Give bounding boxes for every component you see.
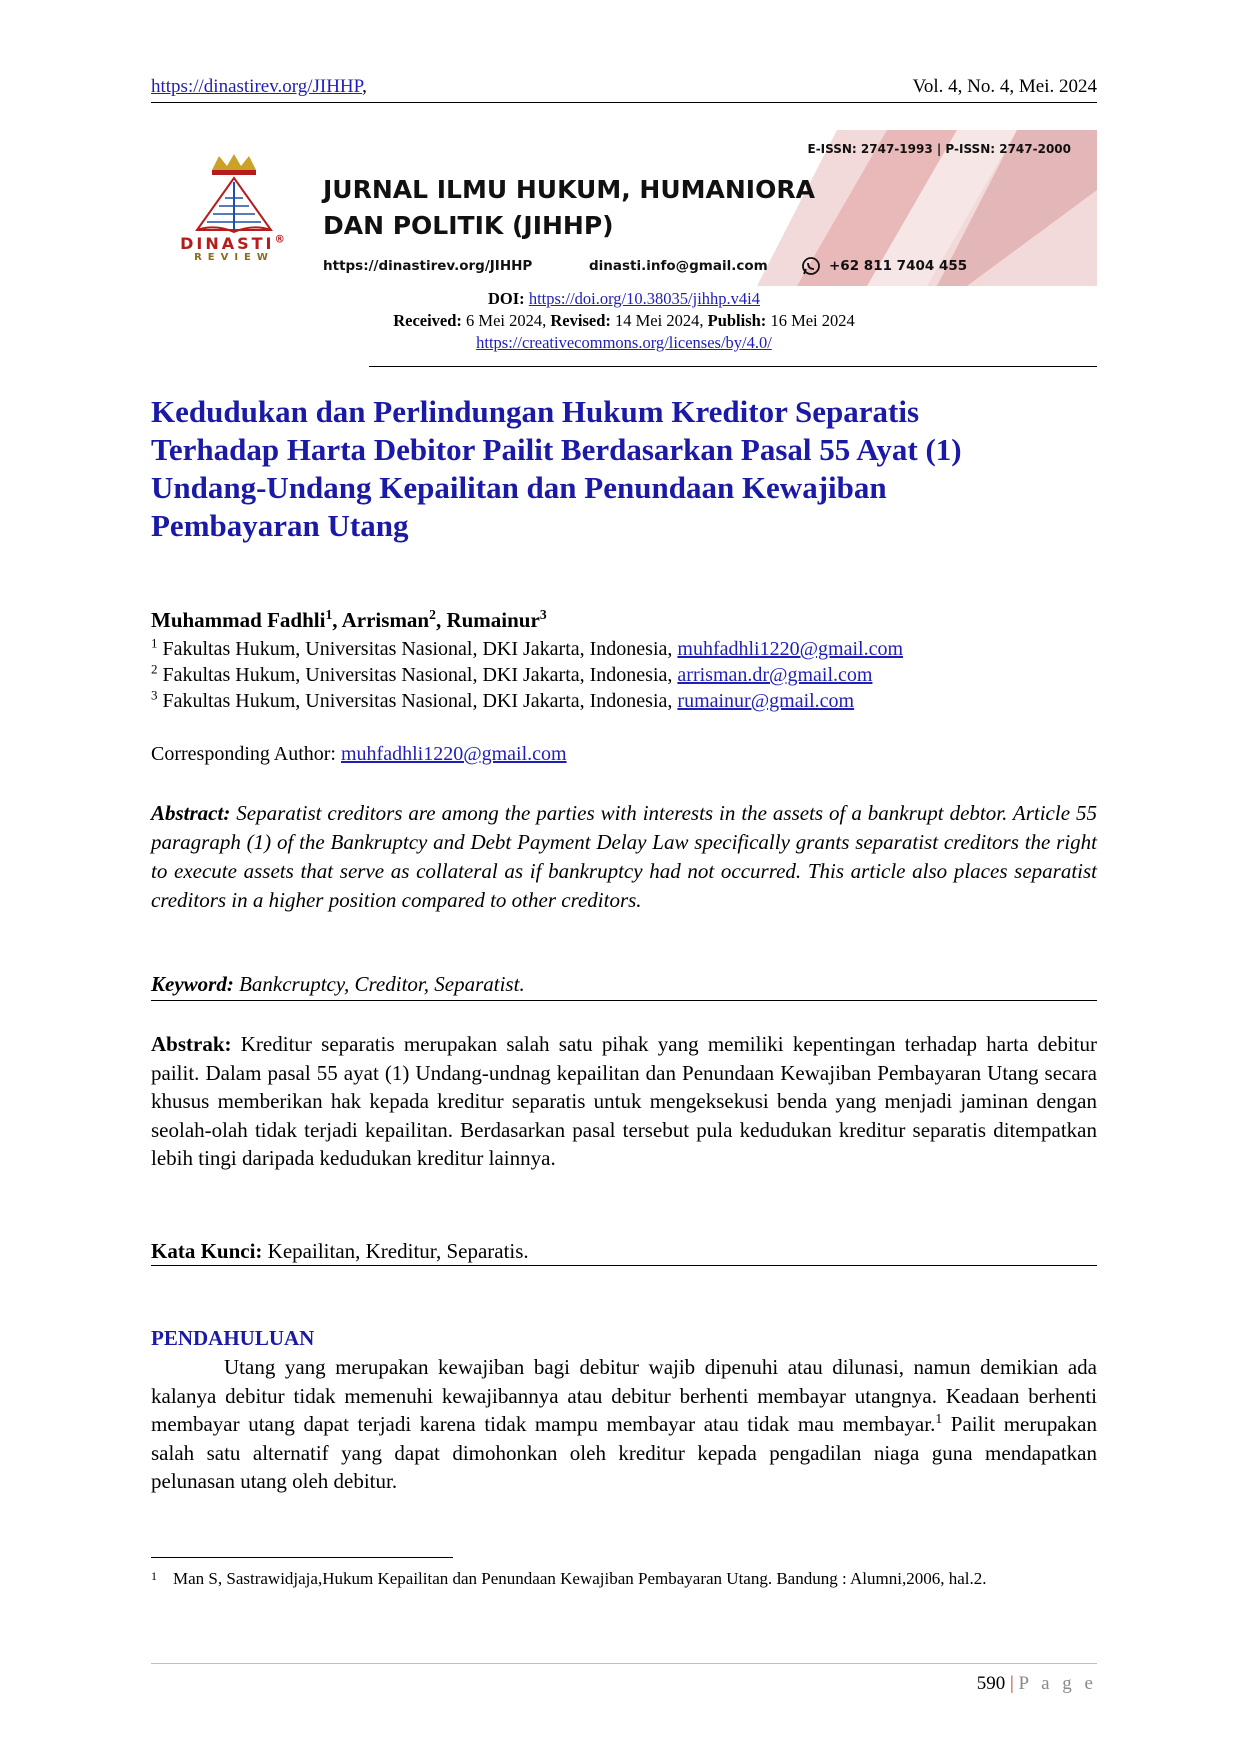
intro-paragraph bbox=[151, 1353, 1097, 1496]
url-suffix: , bbox=[362, 76, 367, 97]
abstract-id bbox=[151, 1030, 1097, 1173]
footnote-text: Man S, Sastrawidjaja,Hukum Kepailitan dan Penundaan Kewajiban Pembayaran Utang. Bandung : Alumni,2006, hal.2. bbox=[173, 1569, 987, 1588]
license-link[interactable]: https://creativecommons.org/licenses/by/4.0/ bbox=[476, 333, 772, 352]
page-label: P a g e bbox=[1018, 1673, 1097, 1694]
journal-url-header bbox=[151, 76, 367, 98]
aff-email-link[interactable]: rumainur@gmail.com bbox=[677, 690, 855, 712]
article-title bbox=[151, 393, 1097, 545]
issn: E-ISSN: 2747-1993 | P-ISSN: 2747-2000 bbox=[807, 142, 1071, 156]
banner-website: https://dinastirev.org/JIHHP bbox=[323, 258, 533, 274]
title-line2: Terhadap Harta Debitor Pailit Berdasarkan Pasal 55 Ayat (1) bbox=[151, 432, 962, 467]
author-sep: , bbox=[332, 608, 342, 632]
header-rule bbox=[151, 102, 1097, 103]
keyword-id-label: Kata Kunci: bbox=[151, 1239, 263, 1263]
journal-url-link[interactable]: https://dinastirev.org/JIHHP bbox=[151, 76, 363, 97]
journal-title bbox=[323, 172, 883, 244]
keyword-en bbox=[151, 972, 1097, 997]
abstract-en-text: Separatist creditors are among the parties with interests in the assets of a bankrupt debtor. Article 55 paragraph (1) of the Bankruptcy and Debt Payment Delay Law specifically grants separatist creditors the right to execute assets that serve as collateral as if bankruptcy had not occurred. This article also places separatist creditors in a higher position compared to other creditors. bbox=[151, 801, 1097, 912]
aff-num: 1 bbox=[151, 635, 158, 651]
aff-num: 3 bbox=[151, 687, 158, 703]
keyword-en-label: Keyword: bbox=[151, 972, 234, 996]
doi-label: DOI: bbox=[488, 289, 525, 308]
intro-text-2: Pailit merupakan salah satu alternatif yang dapat dimohonkan oleh kreditur kepada pengadilan niaga guna mendapatkan pelunasan utang oleh debitur. bbox=[151, 1412, 1097, 1493]
doi-block bbox=[151, 288, 1097, 354]
revised-date: 14 Mei 2024, bbox=[615, 311, 704, 330]
license-line bbox=[151, 332, 1097, 354]
dates-line bbox=[151, 310, 1097, 332]
logo-word: DINASTI® bbox=[180, 233, 288, 253]
corresponding-label: Corresponding Author: bbox=[151, 743, 341, 765]
banner-contacts bbox=[323, 258, 1083, 278]
aff-num: 2 bbox=[151, 661, 158, 677]
page-separator: | bbox=[1009, 1673, 1014, 1694]
logo-sub: REVIEW bbox=[194, 252, 274, 263]
abstract-en bbox=[151, 799, 1097, 915]
doi-rule bbox=[369, 366, 1097, 367]
journal-banner bbox=[151, 130, 1097, 286]
footnote bbox=[151, 1566, 1097, 1591]
footer-rule bbox=[151, 1663, 1097, 1664]
keyword-id-rule bbox=[151, 1265, 1097, 1266]
authors bbox=[151, 608, 1097, 633]
section-heading: PENDAHULUAN bbox=[151, 1326, 315, 1350]
revised-label: Revised: bbox=[550, 311, 611, 330]
publish-label: Publish: bbox=[707, 311, 767, 330]
author-2-sup: 2 bbox=[429, 607, 436, 622]
publish-date: 16 Mei 2024 bbox=[770, 311, 855, 330]
page-number: 590 bbox=[976, 1673, 1006, 1694]
keyword-en-rule bbox=[151, 1000, 1097, 1001]
footnote-rule bbox=[151, 1557, 453, 1558]
corresponding-author bbox=[151, 743, 1097, 766]
author-1-sup: 1 bbox=[325, 607, 333, 622]
corresponding-email-link[interactable]: muhfadhli1220@gmail.com bbox=[341, 743, 567, 765]
author-3-sup: 3 bbox=[539, 607, 547, 622]
aff-text: Fakultas Hukum, Universitas Nasional, DKI Jakarta, Indonesia, bbox=[162, 664, 678, 686]
aff-email-link[interactable]: muhfadhli1220@gmail.com bbox=[677, 638, 904, 660]
affiliation-1 bbox=[151, 635, 1097, 661]
volume-info: Vol. 4, No. 4, Mei. 2024 bbox=[912, 76, 1097, 97]
author-sep: , bbox=[435, 608, 447, 632]
journal-title-line2: DAN POLITIK (JIHHP) bbox=[323, 211, 614, 240]
received-label: Received: bbox=[393, 311, 462, 330]
intro-text-1: Utang yang merupakan kewajiban bagi debitur wajib dipenuhi atau dilunasi, namun demikian ada kalanya debitur tidak memenuhi kewajibannya atau debitur berhenti membayar utangnya. Keadaan berhenti membayar utang dapat terjadi karena tidak mampu membayar atau tidak mau membayar. bbox=[151, 1355, 1097, 1436]
phone-text: +62 811 7404 455 bbox=[829, 258, 968, 274]
author-2: Arrisman bbox=[341, 608, 430, 632]
title-line4: Pembayaran Utang bbox=[151, 508, 409, 543]
abstract-id-text: Kreditur separatis merupakan salah satu pihak yang memiliki kepentingan terhadap harta debitur pailit. Dalam pasal 55 ayat (1) Undang-undnag kepailitan dan Penundaan Kewajiban Pembayaran Utang secara khusus memberikan hak kepada kreditur separatis untuk mengeksekusi benda yang menjadi jaminan dengan seolah-olah tidak terjadi kepailitan. Berdasarkan pasal tersebut pula kedudukan kreditur separatis ditempatkan lebih tingi daripada kedudukan kreditur lainnya. bbox=[151, 1032, 1097, 1170]
banner-email: dinasti.info@gmail.com bbox=[589, 258, 768, 274]
affiliation-2 bbox=[151, 661, 1097, 687]
banner-phone bbox=[801, 258, 967, 274]
keyword-id bbox=[151, 1239, 1097, 1264]
doi-link[interactable]: https://doi.org/10.38035/jihhp.v4i4 bbox=[528, 289, 760, 308]
keyword-id-text: Kepailitan, Kreditur, Separatis. bbox=[262, 1239, 529, 1263]
aff-text: Fakultas Hukum, Universitas Nasional, DKI Jakarta, Indonesia, bbox=[162, 638, 678, 660]
doi-line bbox=[151, 288, 1097, 310]
author-3: Rumainur bbox=[446, 608, 540, 632]
whatsapp-icon bbox=[801, 256, 821, 276]
footnote-ref: 1 bbox=[935, 1411, 943, 1426]
page-footer bbox=[977, 1673, 1097, 1695]
title-line3: Undang-Undang Kepailitan dan Penundaan Kewajiban bbox=[151, 470, 887, 505]
title-line1: Kedudukan dan Perlindungan Hukum Kreditor Separatis bbox=[151, 394, 920, 429]
footnote-num: 1 bbox=[151, 1569, 157, 1583]
journal-title-line1: JURNAL ILMU HUKUM, HUMANIORA bbox=[323, 175, 815, 204]
abstract-en-label: Abstract: bbox=[151, 801, 231, 825]
keyword-en-text: Bankcruptcy, Creditor, Separatist. bbox=[233, 972, 525, 996]
aff-email-link[interactable]: arrisman.dr@gmail.com bbox=[677, 664, 873, 686]
aff-text: Fakultas Hukum, Universitas Nasional, DKI Jakarta, Indonesia, bbox=[162, 690, 678, 712]
received-date: 6 Mei 2024, bbox=[466, 311, 547, 330]
author-1: Muhammad Fadhli bbox=[151, 608, 326, 632]
abstract-id-label: Abstrak: bbox=[151, 1032, 232, 1056]
running-header bbox=[151, 76, 1097, 102]
affiliation-3 bbox=[151, 687, 1097, 713]
